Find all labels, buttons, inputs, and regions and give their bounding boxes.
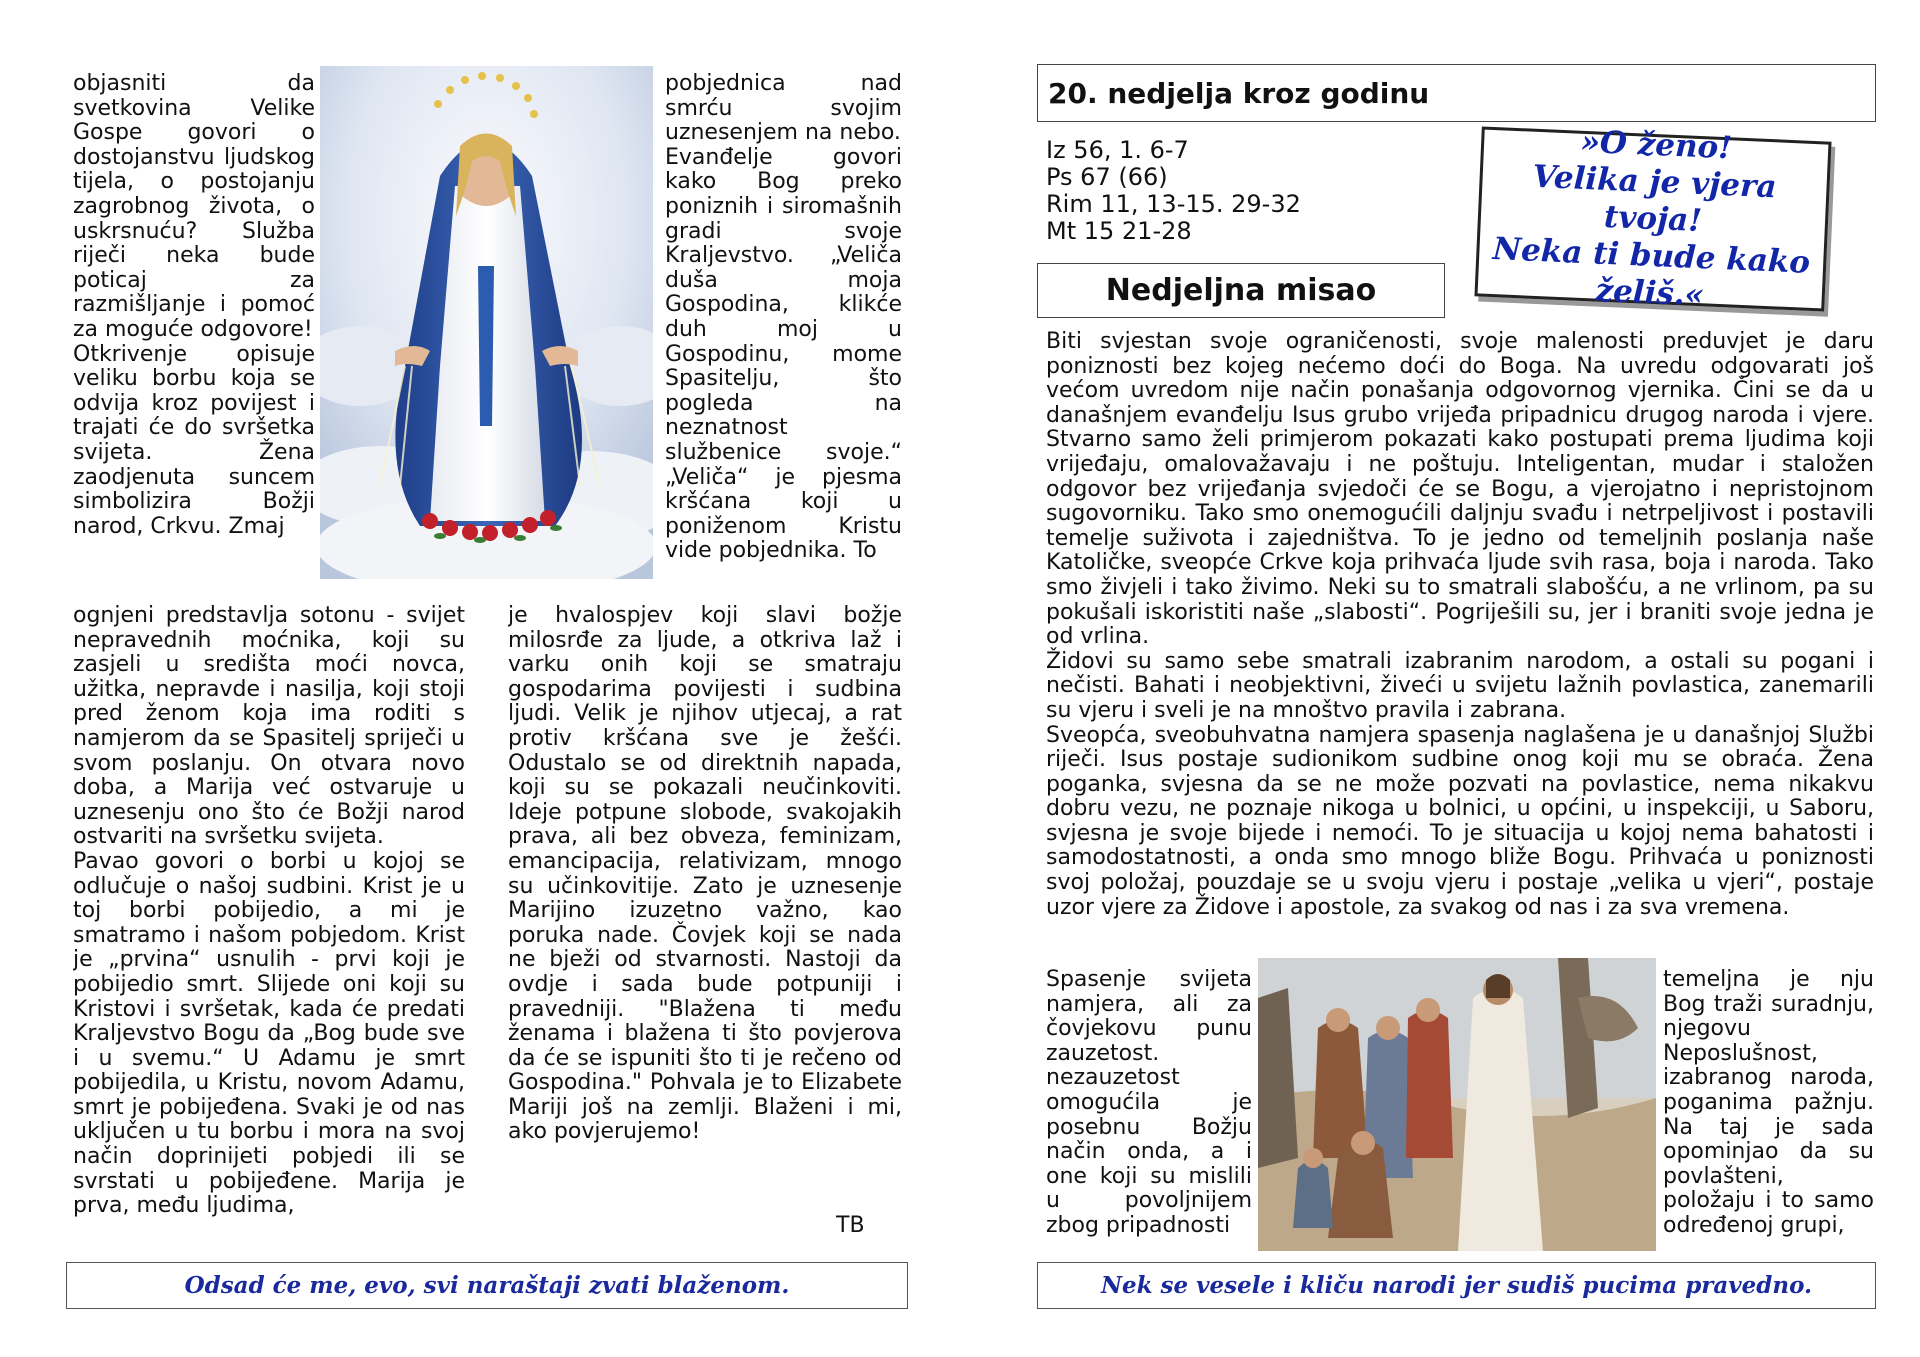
virgin-mary-image — [320, 66, 653, 579]
gospel-scene-illustration — [1258, 958, 1656, 1251]
signature: TB — [836, 1213, 865, 1238]
page-title: 20. nedjelja kroz godinu — [1048, 76, 1430, 110]
virgin-mary-illustration — [320, 66, 653, 579]
section-heading-box — [1037, 263, 1445, 318]
left-col1-top-text: objasniti da svetkovina Velike Gospe govori o dostojanstvu ljudskog tijela, o postojanju zagrobnog života, o uskrsnuću? Služba riječi neka bude poticaj za razmišljanje i pomoć za moguće odgovore! Otkrivenje opisuje veliku borbu koja se odvija kroz povijest i trajati će do svršetka svijeta. Žena zaodjenuta suncem simbolizira Božji narod, Crkvu. Zmaj — [73, 72, 315, 539]
right-footer-quote: Nek se vesele i kliču narodi jer sudiš pucima pravedno. — [1037, 1262, 1876, 1309]
left-col2-bottom-text: je hvalospjev koji slavi božje milosrđe za ljude, a otkriva laž i varku onih koji se smatraju gospodarima povijesti i sudbina ljudi. Velik je njihov utjecaj, a rat protiv kršćana sve je žešći. Odustalo se od direktnih napada, koji su se pokazali neučinkoviti. Ideje potpune slobode, svakojakih prava, ali bez obveza, feminizam, emancipacija, relativizam, mnogo su učinkovitije. Zato je uznesenje Marijino izuzetno važno, kao poruka nade. Čovjek koji se nada ne bježi od stvarnosti. Nastoji da ovdje i sada bude potpuniji i pravedniji. "Blažena ti među ženama i blažena ti što povjerova da će se ispuniti što ti je rečeno od Gospodina." Pohvala je to Elizabete Mariji još na zemlji. Blaženi i mi, ako povjerujemo! — [508, 604, 902, 1145]
left-col2-top-text: pobjednica nad smrću svojim uznesenjem na nebo. Evanđelje govori kako Bog preko poniznih i siromašnih gradi svoje Kraljevstvo. „Veliča duša moja Gospodina, klikće duh moj u Gospodinu, mome Spasitelju, što pogleda na neznatnost službenice svoje.“ „Veliča“ je pjesma kršćana koji u poniženom Kristu vide pobjednika. To — [665, 72, 902, 564]
scripture-readings: Iz 56, 1. 6-7 Ps 67 (66) Rim 11, 13-15. 29-32 Mt 15 21-28 — [1046, 136, 1301, 245]
left-footer-quote: Odsad će me, evo, svi naraštaji zvati blaženom. — [66, 1262, 908, 1309]
bottom-left-col-text: Spasenje svijeta namjera, ali za čovjekovu punu zauzetost. nezauzetost omogućila je posebnu Božju način onda, a i one koji su mislili u povoljnijem zbog pripadnosti — [1046, 968, 1252, 1238]
main-reflection-text: Biti svjestan svoje ograničenosti, svoje malenosti preduvjet je daru poniznosti bez kojeg nećemo doći do Boga. Na uvredu odgovarati još većom uvredom nije način ponašanja odgovornog vjernika. Čini se da u današnjem evanđelju Isus grubo vrijeđa pripadnicu drugog naroda i vjere. Stvarno samo želi primjerom pokazati kako postupati prema ljudima koji vrijeđaju, omalovažavaju i ne poštuju. Inteligentan, mudar i staložen odgovor bez vrijeđanja svjedoči će se Bogu, a vjerojatno i nepristojnom sugovorniku. Tako smo onemogućili daljnju svađu i netrpeljivost i postavili temelje suživota i zajedništva. To je jedno od temeljnih poslanja naše Katoličke, sveopće Crkve koja prihvaća ljude svih rasa, boja i naroda. Tako smo živjeli i tako živimo. Neki su to smatrali slabošću, a ne vrlinom, pa su pokušali iskoristiti naše „slabosti“. Pogriješili su, jer i braniti svoje jedna je od vrlina. Židovi su samo sebe smatrali izabranim narodom, a ostali su pogani i nečisti. Bahati i neobjektivni, živeći u svijetu lažnih povlastica, zanemarili su vjeru i sveli je na mnoštvo pravila i zabrana. Sveopća, sveobuhvatna namjera spasenja naglašena je u današnjoj Službi riječi. Isus postaje sudionikom sudbine onog koji mu se obraća. Žena poganka, svjesna da se ne može pozvati na povlastice, nema nikakvu dobru vezu, ne poznaje nikoga u bolnici, u općini, u inspekciji, u Saboru, svjesna je svoje bijede i nemoći. To je situacija u kojoj nema bahatosti i samodostatnosti, a onda smo mnogo bliže Bogu. Prihvaća u poniznosti svoj položaj, pouzdaje se u svoju vjeru i postaje „velika u vjeri“, postaje uzor vjere za Židove i apostole, za svakog od nas i za sva vremena. — [1046, 330, 1874, 920]
title-box — [1037, 64, 1876, 122]
section-heading: Nedjeljna misao — [1105, 273, 1377, 308]
gospel-quote-box: »O ženo! Velika je vjera tvoja! Neka ti bude kako želiš.« — [1474, 126, 1831, 311]
bottom-right-col-text: temeljna je nju Bog traži suradnju, njegovu Neposlušnost, izabranog naroda, poganima pažnju. Na taj je sada opominjao da su povlašteni, položaju i to samo određenoj grupi, — [1663, 968, 1874, 1238]
jesus-canaanite-woman-image — [1258, 958, 1656, 1251]
left-col1-bottom-text: ognjeni predstavlja sotonu - svijet nepravednih moćnika, koji su zasjeli u središta moći novca, užitka, nepravde i nasilja, koji stoji pred ženom koja ima roditi s namjerom da se Spasitelj spriječi u svom poslanju. On otvara novo doba, a Marija već ostvaruje u uznesenju ono što će Božji narod ostvariti na svršetku svijeta. Pavao govori o borbi u kojoj se odlučuje o našoj sudbini. Krist je u toj borbi pobijedio, a mi je smatramo i našom pobjedom. Krist je „prvina“ usnulih - prvi koji je pobijedio smrt. Slijede oni koji su Kristovi i svršetak, kada će predati Kraljevstvo Bogu da „Bog bude sve i u svemu.“ U Adamu je smrt pobijedila, u Kristu, novom Adamu, smrt je pobijeđena. Svaki je od nas uključen u tu borbu i mora na svoj način doprinijeti pobjedi ili se svrstati u pobijeđene. Marija je prva, među ljudima, — [73, 604, 465, 1219]
